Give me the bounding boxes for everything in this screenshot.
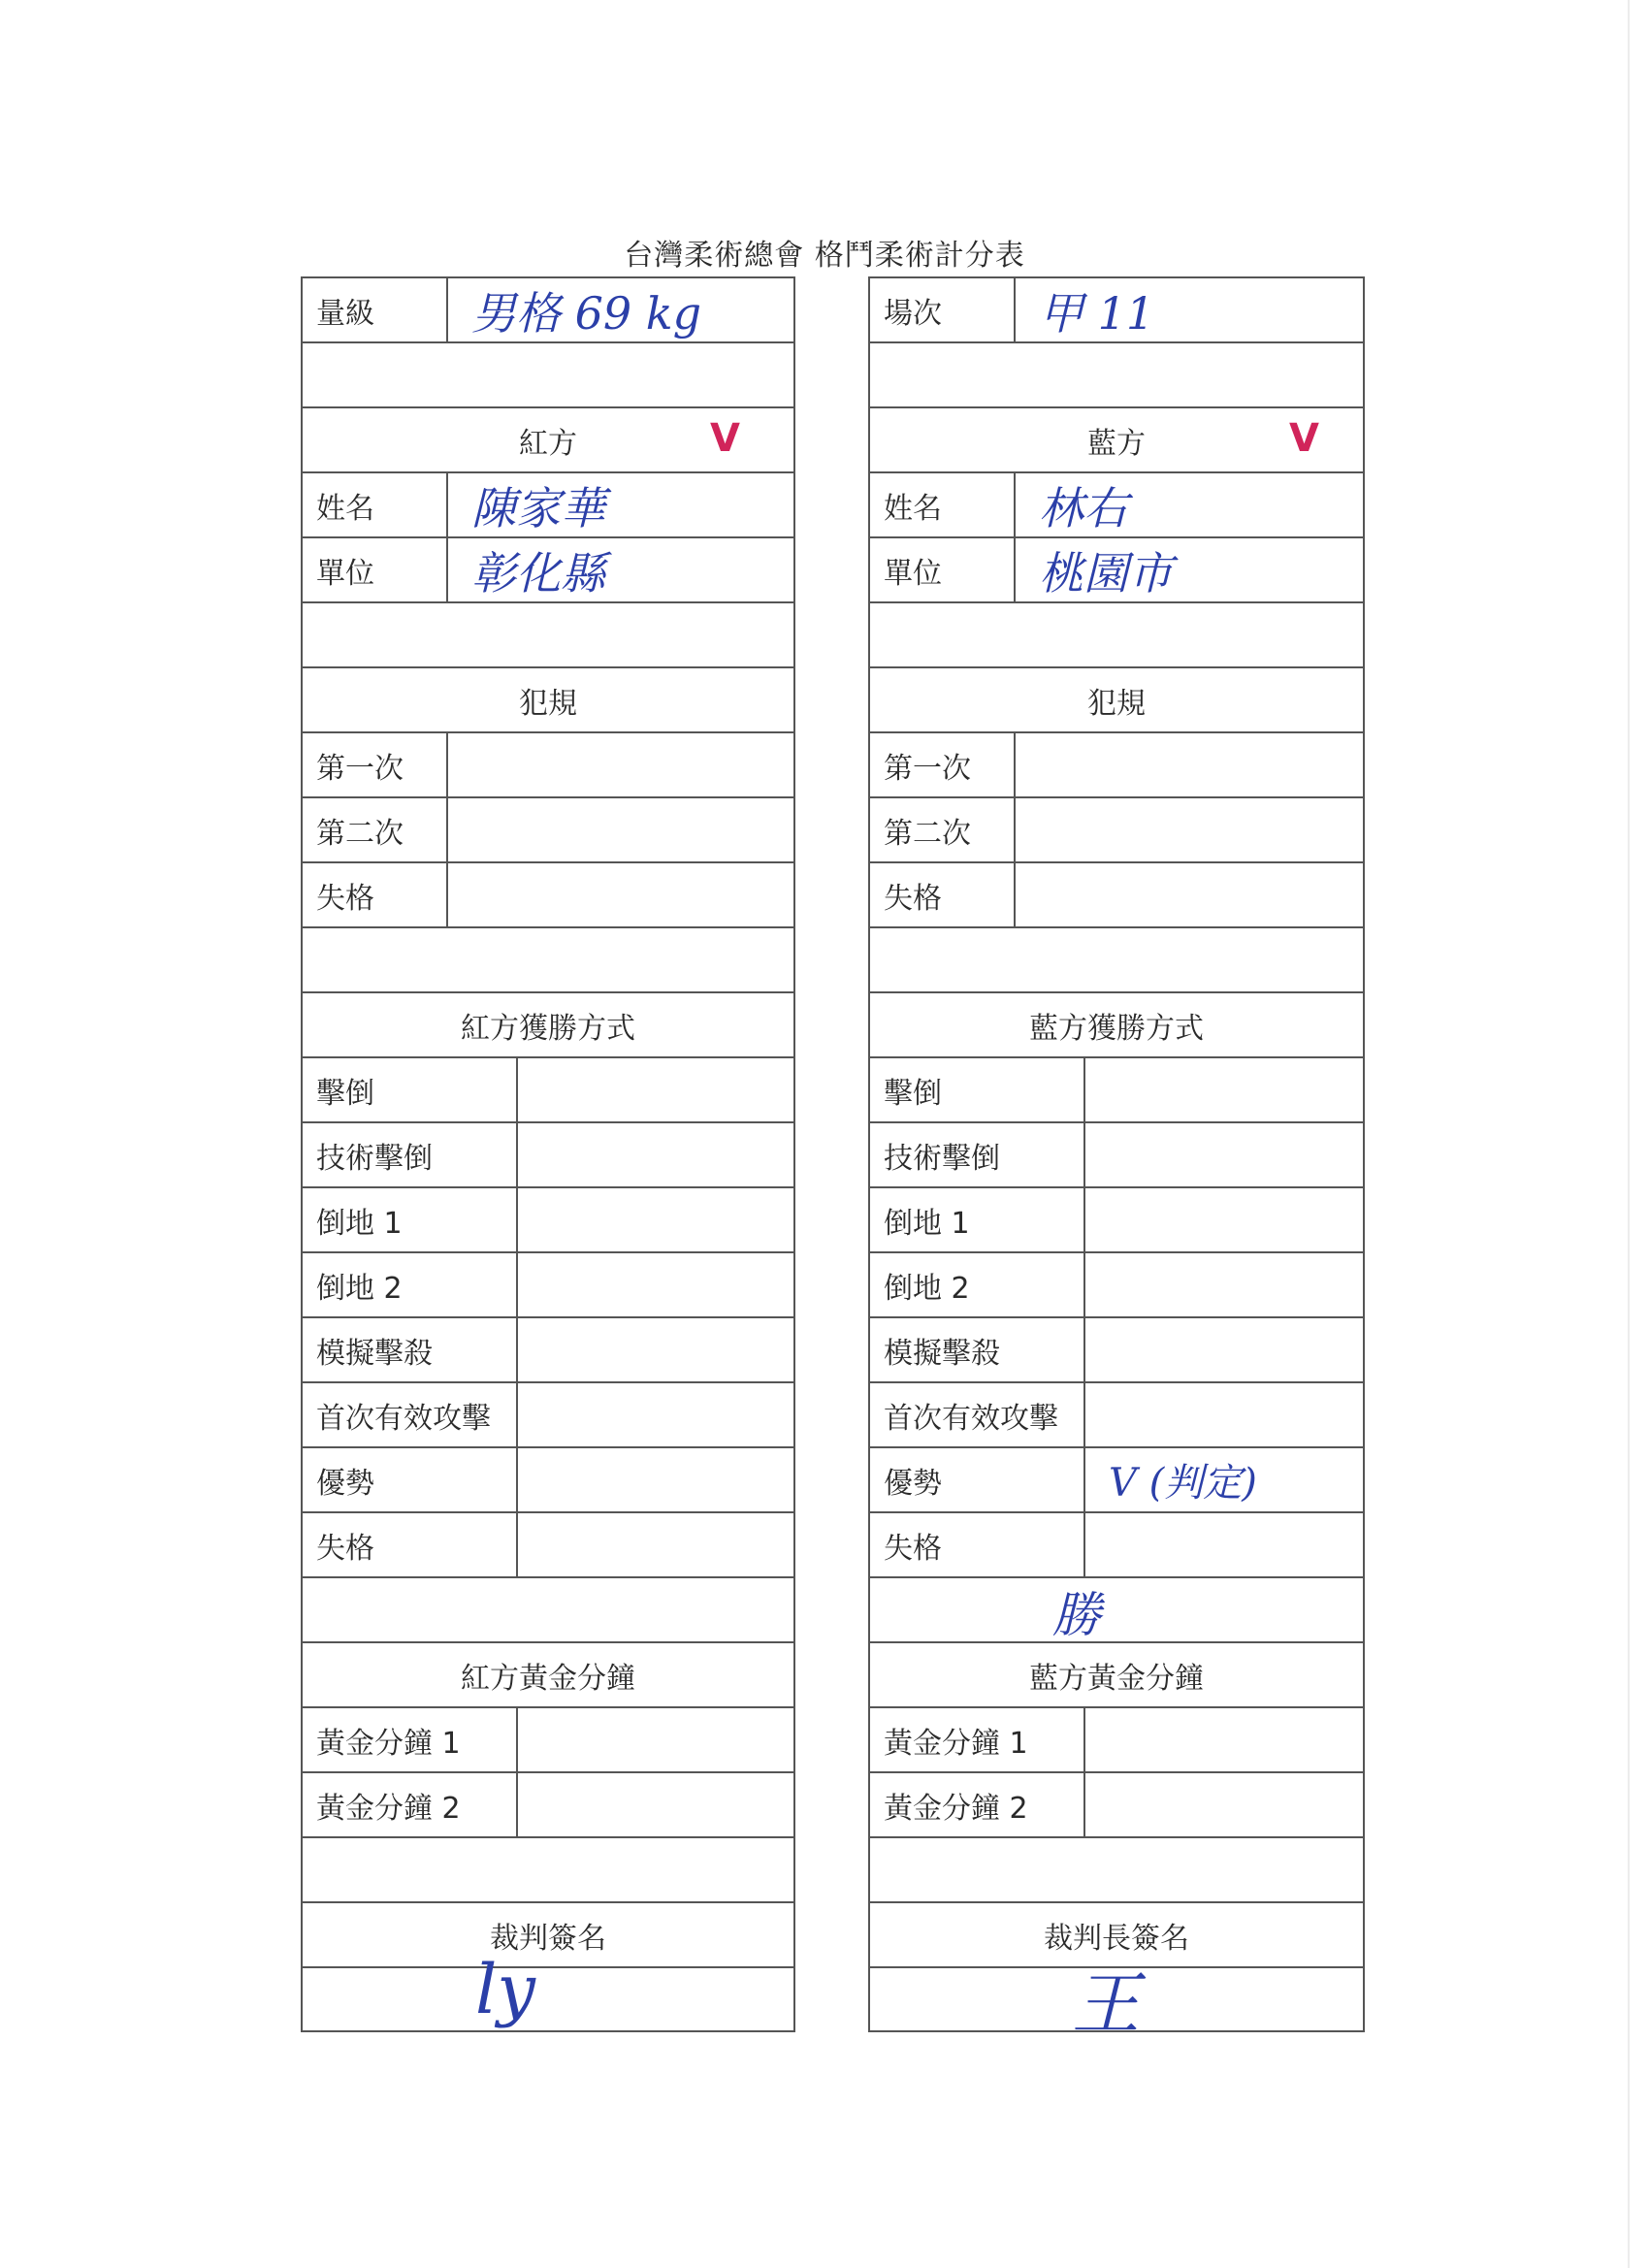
red-golden-row xyxy=(303,1773,793,1838)
blue-golden-row xyxy=(870,1708,1363,1773)
red-win-row xyxy=(303,1188,793,1253)
red-win-label: 失格 xyxy=(303,1513,518,1576)
red-golden-label: 黃金分鐘 2 xyxy=(303,1773,518,1836)
blank-row xyxy=(870,603,1363,668)
red-win-label: 倒地 1 xyxy=(303,1188,518,1251)
blue-win-label: 模擬擊殺 xyxy=(870,1318,1085,1381)
red-win-row xyxy=(303,1383,793,1448)
blue-golden-label: 黃金分鐘 1 xyxy=(870,1708,1085,1771)
blue-win-row xyxy=(870,1448,1363,1513)
red-win-row xyxy=(303,1318,793,1383)
red-win-row xyxy=(303,1513,793,1578)
blue-golden-row xyxy=(870,1773,1363,1838)
match-row xyxy=(870,278,1363,343)
blue-win-row xyxy=(870,1318,1363,1383)
blue-win-note: 勝 xyxy=(1052,1587,1101,1643)
red-foul-label: 第一次 xyxy=(303,733,448,796)
red-foul-label: 失格 xyxy=(303,863,448,926)
blue-win-label: 倒地 1 xyxy=(870,1188,1085,1251)
match-label: 場次 xyxy=(870,278,1016,341)
form-title: 台灣柔術總會 格鬥柔術計分表 xyxy=(624,239,1025,273)
blue-win-row xyxy=(870,1188,1363,1253)
red-column xyxy=(301,276,795,2032)
red-name-row xyxy=(303,473,793,538)
chief-referee-signature: 王 xyxy=(1072,1964,1140,2044)
blue-win-row xyxy=(870,1513,1363,1578)
red-fouls-header xyxy=(303,668,793,733)
blue-win-row xyxy=(870,1058,1363,1123)
blue-foul-row xyxy=(870,863,1363,928)
red-win-label: 優勢 xyxy=(303,1448,518,1511)
red-sign-header-label: 裁判簽名 xyxy=(490,1921,606,1956)
blank-row xyxy=(303,1578,793,1643)
red-foul-row xyxy=(303,863,793,928)
red-foul-row xyxy=(303,798,793,863)
blue-sign-header-label: 裁判長簽名 xyxy=(1044,1921,1189,1956)
red-win-label: 倒地 2 xyxy=(303,1253,518,1316)
blue-advantage-mark: V (判定) xyxy=(1109,1461,1257,1506)
referee-signature: ly xyxy=(475,1950,535,2029)
red-win-header-label: 紅方獲勝方式 xyxy=(461,1011,635,1046)
blue-unit-label: 單位 xyxy=(870,538,1016,601)
red-win-label: 模擬擊殺 xyxy=(303,1318,518,1381)
blue-header xyxy=(870,408,1363,473)
red-win-row xyxy=(303,1123,793,1188)
blank-row xyxy=(870,343,1363,408)
red-golden-header xyxy=(303,1643,793,1708)
blue-header-label: 藍方 xyxy=(1087,426,1146,461)
red-win-label: 首次有效攻擊 xyxy=(303,1383,518,1446)
blue-check-mark: V xyxy=(1289,416,1319,461)
blue-win-row xyxy=(870,1253,1363,1318)
blank-row xyxy=(870,1838,1363,1903)
blank-row xyxy=(303,603,793,668)
blue-win-row xyxy=(870,1123,1363,1188)
blank-row xyxy=(303,928,793,993)
blue-win-header-label: 藍方獲勝方式 xyxy=(1029,1011,1204,1046)
red-sign-header xyxy=(303,1903,793,1968)
blue-win-label: 優勢 xyxy=(870,1448,1085,1511)
blank-row xyxy=(303,343,793,408)
blue-name-label: 姓名 xyxy=(870,473,1016,536)
blue-win-label: 技術擊倒 xyxy=(870,1123,1085,1186)
blue-win-label: 擊倒 xyxy=(870,1058,1085,1121)
red-header-label: 紅方 xyxy=(519,426,577,461)
red-golden-header-label: 紅方黃金分鐘 xyxy=(461,1661,635,1696)
red-golden-row xyxy=(303,1708,793,1773)
blue-fouls-header-label: 犯規 xyxy=(1087,686,1146,721)
red-check-mark: V xyxy=(710,416,740,461)
match-value: 甲 11 xyxy=(1039,286,1155,340)
red-golden-label: 黃金分鐘 1 xyxy=(303,1708,518,1771)
red-win-header xyxy=(303,993,793,1058)
red-foul-row xyxy=(303,733,793,798)
blue-name-row xyxy=(870,473,1363,538)
blank-row xyxy=(870,1578,1363,1643)
red-header xyxy=(303,408,793,473)
red-name-value: 陳家華 xyxy=(471,481,605,535)
blue-foul-row xyxy=(870,798,1363,863)
blue-win-label: 失格 xyxy=(870,1513,1085,1576)
blue-foul-label: 失格 xyxy=(870,863,1016,926)
blue-golden-label: 黃金分鐘 2 xyxy=(870,1773,1085,1836)
blue-name-value: 林右 xyxy=(1039,481,1128,535)
red-foul-label: 第二次 xyxy=(303,798,448,861)
blue-win-row xyxy=(870,1383,1363,1448)
weight-row xyxy=(303,278,793,343)
red-win-label: 技術擊倒 xyxy=(303,1123,518,1186)
blue-unit-value: 桃園市 xyxy=(1039,546,1173,599)
red-fouls-header-label: 犯規 xyxy=(519,686,577,721)
red-win-row xyxy=(303,1253,793,1318)
blue-win-label: 首次有效攻擊 xyxy=(870,1383,1085,1446)
red-unit-row xyxy=(303,538,793,603)
red-win-label: 擊倒 xyxy=(303,1058,518,1121)
blue-column xyxy=(868,276,1365,2032)
weight-label: 量級 xyxy=(303,278,448,341)
blue-golden-header-label: 藍方黃金分鐘 xyxy=(1029,1661,1204,1696)
red-win-row xyxy=(303,1058,793,1123)
red-sign-area xyxy=(303,1968,793,2033)
page-edge xyxy=(1628,0,1630,2268)
blank-row xyxy=(870,928,1363,993)
blue-foul-label: 第二次 xyxy=(870,798,1016,861)
blue-unit-row xyxy=(870,538,1363,603)
weight-value: 男格 69 kg xyxy=(471,286,702,340)
blue-win-label: 倒地 2 xyxy=(870,1253,1085,1316)
blue-foul-row xyxy=(870,733,1363,798)
red-win-row xyxy=(303,1448,793,1513)
blank-row xyxy=(303,1838,793,1903)
blue-golden-header xyxy=(870,1643,1363,1708)
red-name-label: 姓名 xyxy=(303,473,448,536)
red-unit-label: 單位 xyxy=(303,538,448,601)
blue-foul-label: 第一次 xyxy=(870,733,1016,796)
blue-fouls-header xyxy=(870,668,1363,733)
blue-win-header xyxy=(870,993,1363,1058)
red-unit-value: 彰化縣 xyxy=(471,546,605,599)
